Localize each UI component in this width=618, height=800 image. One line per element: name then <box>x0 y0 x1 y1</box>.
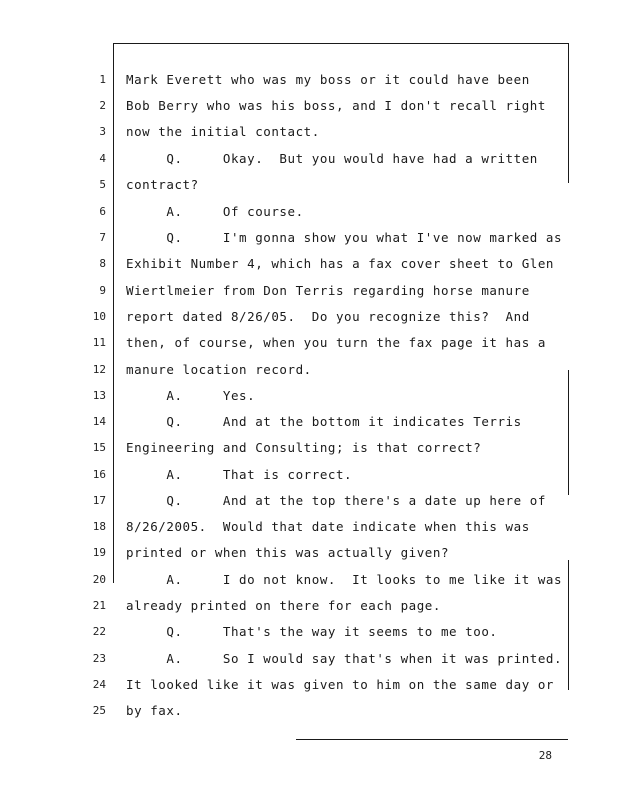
line-text: by fax. <box>126 703 183 718</box>
line-number: 8 <box>99 257 106 270</box>
transcript-line <box>0 440 618 466</box>
line-number: 13 <box>92 389 106 402</box>
line-text: Wiertlmeier from Don Terris regarding horse manure <box>126 283 530 298</box>
line-text: printed or when this was actually given? <box>126 545 450 560</box>
transcript-line <box>0 651 618 677</box>
line-number: 17 <box>92 494 106 507</box>
transcript-line <box>0 493 618 519</box>
footer-line <box>296 739 568 740</box>
line-number: 20 <box>92 573 106 586</box>
line-number: 19 <box>92 546 106 559</box>
line-number: 24 <box>92 678 106 691</box>
line-number: 25 <box>92 704 106 717</box>
transcript-line <box>0 362 618 388</box>
line-number: 18 <box>92 520 106 533</box>
line-number: 12 <box>92 363 106 376</box>
transcript-line <box>0 177 618 203</box>
transcript-line <box>0 124 618 150</box>
line-text: Q. That's the way it seems to me too. <box>126 624 498 639</box>
line-text: then, of course, when you turn the fax page it has a <box>126 335 546 350</box>
line-text: 8/26/2005. Would that date indicate when this was <box>126 519 530 534</box>
transcript-line <box>0 624 618 650</box>
line-text: A. That is correct. <box>126 467 353 482</box>
transcript-line <box>0 256 618 282</box>
line-text: report dated 8/26/05. Do you recognize this? And <box>126 309 530 324</box>
line-number: 23 <box>92 652 106 665</box>
line-number: 5 <box>99 178 106 191</box>
line-text: It looked like it was given to him on the same day or <box>126 677 555 692</box>
transcript-line <box>0 98 618 124</box>
line-number: 6 <box>99 205 106 218</box>
page-number: 28 <box>538 749 552 762</box>
transcript-line <box>0 703 618 729</box>
transcript-line <box>0 467 618 493</box>
line-number: 2 <box>99 99 106 112</box>
transcript-line <box>0 283 618 309</box>
line-text: A. I do not know. It looks to me like it was <box>126 572 563 587</box>
transcript-line <box>0 72 618 98</box>
transcript-line <box>0 519 618 545</box>
line-number: 10 <box>92 310 106 323</box>
line-text: Engineering and Consulting; is that correct? <box>126 440 482 455</box>
transcript-line <box>0 204 618 230</box>
line-number: 16 <box>92 468 106 481</box>
line-text: now the initial contact. <box>126 124 320 139</box>
line-number: 15 <box>92 441 106 454</box>
line-number: 3 <box>99 125 106 138</box>
line-text: Exhibit Number 4, which has a fax cover sheet to Glen <box>126 256 555 271</box>
line-text: contract? <box>126 177 199 192</box>
line-text: Q. Okay. But you would have had a written <box>126 151 538 166</box>
transcript-line <box>0 388 618 414</box>
transcript-line <box>0 677 618 703</box>
line-text: Bob Berry who was his boss, and I don't recall right <box>126 98 546 113</box>
transcript-line <box>0 414 618 440</box>
transcript-line <box>0 545 618 571</box>
line-text: A. Of course. <box>126 204 304 219</box>
line-text: Q. I'm gonna show you what I've now marked as <box>126 230 563 245</box>
line-number: 22 <box>92 625 106 638</box>
transcript-line <box>0 598 618 624</box>
line-number: 7 <box>99 231 106 244</box>
line-text: already printed on there for each page. <box>126 598 441 613</box>
line-text: Q. And at the bottom it indicates Terris <box>126 414 522 429</box>
line-text: Q. And at the top there's a date up here of <box>126 493 546 508</box>
line-text: Mark Everett who was my boss or it could have been <box>126 72 530 87</box>
transcript-line <box>0 151 618 177</box>
transcript-line <box>0 309 618 335</box>
line-number: 11 <box>92 336 106 349</box>
line-number: 4 <box>99 152 106 165</box>
line-number: 21 <box>92 599 106 612</box>
line-number: 1 <box>99 73 106 86</box>
top-border-line <box>113 43 569 44</box>
transcript-line <box>0 335 618 361</box>
line-number: 14 <box>92 415 106 428</box>
line-number: 9 <box>99 284 106 297</box>
line-text: manure location record. <box>126 362 312 377</box>
line-text: A. Yes. <box>126 388 256 403</box>
transcript-line <box>0 230 618 256</box>
line-text: A. So I would say that's when it was printed. <box>126 651 563 666</box>
transcript-line <box>0 572 618 598</box>
